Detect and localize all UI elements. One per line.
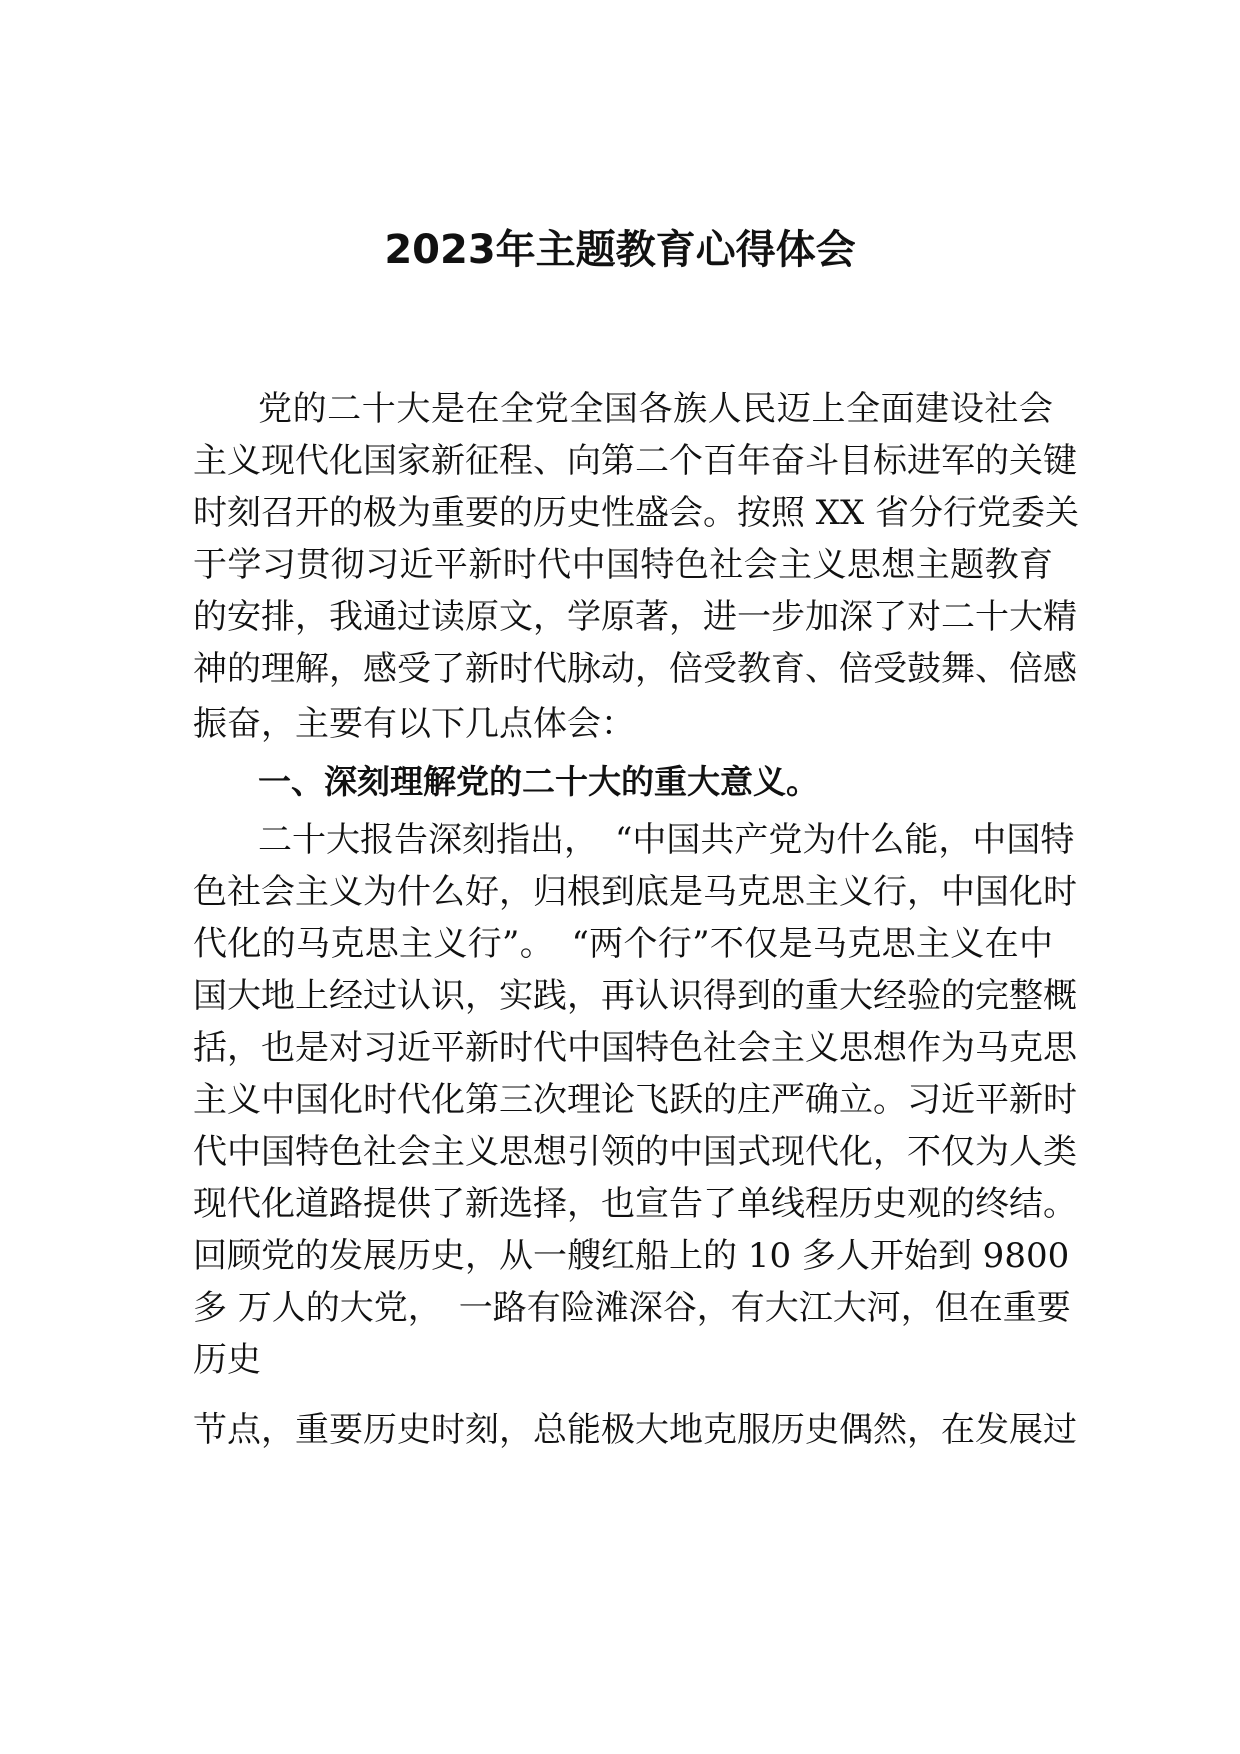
paragraph-line: 节点，重要历史时刻，总能极大地克服历史偶然，在发展过 — [193, 1410, 1077, 1450]
document-title: 2023年主题教育心得体会 — [384, 227, 856, 273]
paragraph-line: 振奋，主要有以下几点体会： — [193, 704, 635, 744]
paragraph-line: 时刻召开的极为重要的历史性盛会。按照 XX 省分行党委关 — [193, 493, 1080, 533]
paragraph-line: 于学习贯彻习近平新时代中国特色社会主义思想主题教育 — [193, 545, 1053, 585]
paragraph-line: 括，也是对习近平新时代中国特色社会主义思想作为马克思 — [193, 1028, 1077, 1068]
paragraph-line: 国大地上经过认识，实践，再认识得到的重大经验的完整概 — [193, 976, 1077, 1016]
paragraph-line: 回顾党的发展历史，从一艘红船上的 10 多人开始到 9800 — [193, 1236, 1070, 1276]
paragraph-line: 主义现代化国家新征程、向第二个百年奋斗目标进军的关键 — [193, 441, 1077, 481]
paragraph-line: 神的理解，感受了新时代脉动，倍受教育、倍受鼓舞、倍感 — [193, 649, 1077, 689]
paragraph-line: 二十大报告深刻指出， “中国共产党为什么能，中国特 — [258, 820, 1075, 860]
paragraph-line: 党的二十大是在全党全国各族人民迈上全面建设社会 — [258, 389, 1053, 429]
paragraph-line: 色社会主义为什么好，归根到底是马克思主义行，中国化时 — [193, 872, 1077, 912]
paragraph-line: 的安排，我通过读原文，学原著，进一步加深了对二十大精 — [193, 597, 1077, 637]
paragraph-line: 现代化道路提供了新选择，也宣告了单线程历史观的终结。 — [193, 1184, 1077, 1224]
paragraph-line: 代中国特色社会主义思想引领的中国式现代化，不仅为人类 — [193, 1132, 1077, 1172]
paragraph-line: 历史 — [193, 1340, 261, 1380]
paragraph-line: 代化的马克思主义行”。 “两个行”不仅是马克思主义在中 — [193, 924, 1053, 964]
paragraph-line: 主义中国化时代化第三次理论飞跃的庄严确立。习近平新时 — [193, 1080, 1077, 1120]
paragraph-line: 多 万人的大党， 一路有险滩深谷，有大江大河，但在重要 — [193, 1288, 1071, 1328]
section-heading: 一、深刻理解党的二十大的重大意义。 — [258, 762, 819, 801]
